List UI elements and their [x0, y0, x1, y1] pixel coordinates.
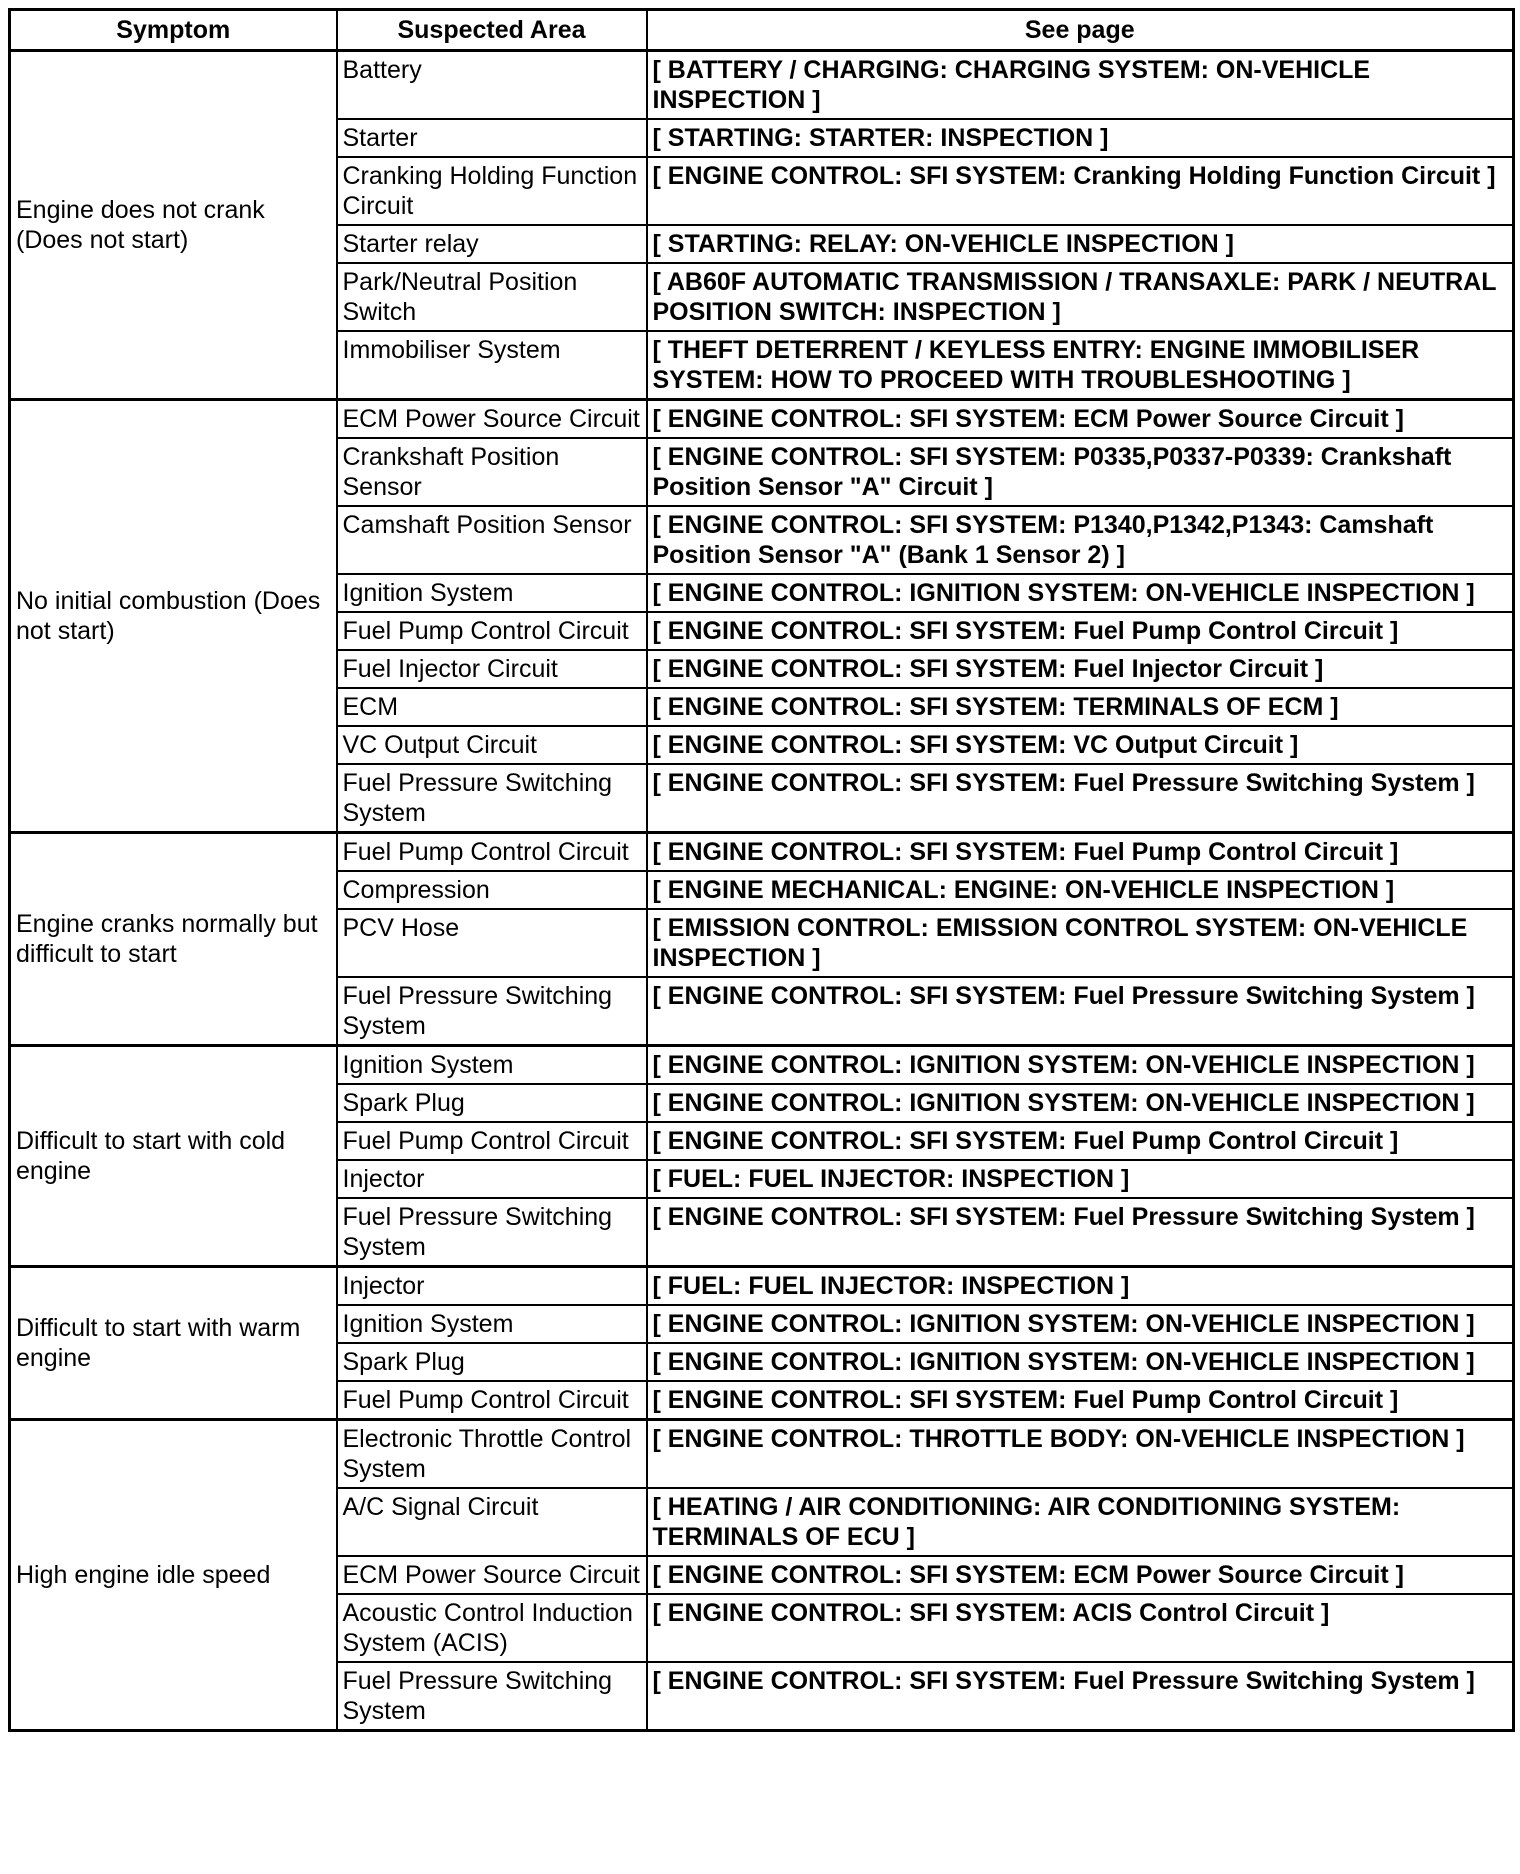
symptom-cell: No initial combustion (Does not start): [10, 400, 337, 833]
suspected-area-cell: Battery: [337, 51, 647, 120]
see-page-cell: [ ENGINE CONTROL: SFI SYSTEM: Fuel Pressure Switching System ]: [647, 764, 1514, 833]
see-page-cell: [ ENGINE CONTROL: SFI SYSTEM: Fuel Pump Control Circuit ]: [647, 833, 1514, 872]
suspected-area-cell: Fuel Pressure Switching System: [337, 764, 647, 833]
see-page-cell: [ ENGINE CONTROL: SFI SYSTEM: Fuel Pump Control Circuit ]: [647, 1122, 1514, 1160]
suspected-area-cell: VC Output Circuit: [337, 726, 647, 764]
see-page-cell: [ ENGINE CONTROL: IGNITION SYSTEM: ON-VEHICLE INSPECTION ]: [647, 1084, 1514, 1122]
table-row: [10, 1046, 1514, 1085]
see-page-cell: [ ENGINE CONTROL: SFI SYSTEM: Fuel Pressure Switching System ]: [647, 977, 1514, 1046]
see-page-cell: [ ENGINE CONTROL: SFI SYSTEM: Fuel Pump Control Circuit ]: [647, 1381, 1514, 1420]
troubleshooting-sheet: [8, 8, 1512, 1732]
see-page-cell: [ THEFT DETERRENT / KEYLESS ENTRY: ENGINE IMMOBILISER SYSTEM: HOW TO PROCEED WITH TROUBLESHOOTING ]: [647, 331, 1514, 400]
table-row: [10, 400, 1514, 439]
suspected-area-cell: Ignition System: [337, 1305, 647, 1343]
header-row: [10, 10, 1514, 51]
see-page-cell: [ ENGINE CONTROL: SFI SYSTEM: P1340,P1342,P1343: Camshaft Position Sensor "A" (Bank 1 Sensor 2) ]: [647, 506, 1514, 574]
suspected-area-cell: Fuel Pressure Switching System: [337, 1198, 647, 1267]
problem-symptoms-table: [8, 8, 1515, 1732]
see-page-cell: [ STARTING: RELAY: ON-VEHICLE INSPECTION ]: [647, 225, 1514, 263]
symptom-cell: Difficult to start with cold engine: [10, 1046, 337, 1267]
see-page-cell: [ ENGINE CONTROL: THROTTLE BODY: ON-VEHICLE INSPECTION ]: [647, 1420, 1514, 1489]
header-symptom: Symptom: [10, 10, 337, 51]
suspected-area-cell: Spark Plug: [337, 1343, 647, 1381]
suspected-area-cell: Starter relay: [337, 225, 647, 263]
suspected-area-cell: Fuel Pressure Switching System: [337, 977, 647, 1046]
see-page-cell: [ AB60F AUTOMATIC TRANSMISSION / TRANSAXLE: PARK / NEUTRAL POSITION SWITCH: INSPECTION ]: [647, 263, 1514, 331]
header-suspected-area: Suspected Area: [337, 10, 647, 51]
see-page-cell: [ ENGINE CONTROL: SFI SYSTEM: Fuel Pressure Switching System ]: [647, 1662, 1514, 1731]
see-page-cell: [ ENGINE CONTROL: IGNITION SYSTEM: ON-VEHICLE INSPECTION ]: [647, 1046, 1514, 1085]
suspected-area-cell: ECM Power Source Circuit: [337, 400, 647, 439]
suspected-area-cell: Ignition System: [337, 574, 647, 612]
see-page-cell: [ ENGINE MECHANICAL: ENGINE: ON-VEHICLE INSPECTION ]: [647, 871, 1514, 909]
suspected-area-cell: ECM Power Source Circuit: [337, 1556, 647, 1594]
table-row: [10, 1420, 1514, 1489]
suspected-area-cell: Injector: [337, 1160, 647, 1198]
suspected-area-cell: Cranking Holding Function Circuit: [337, 157, 647, 225]
see-page-cell: [ ENGINE CONTROL: SFI SYSTEM: TERMINALS OF ECM ]: [647, 688, 1514, 726]
symptom-cell: High engine idle speed: [10, 1420, 337, 1731]
see-page-cell: [ EMISSION CONTROL: EMISSION CONTROL SYSTEM: ON-VEHICLE INSPECTION ]: [647, 909, 1514, 977]
see-page-cell: [ ENGINE CONTROL: SFI SYSTEM: ECM Power Source Circuit ]: [647, 1556, 1514, 1594]
symptom-cell: Engine does not crank (Does not start): [10, 51, 337, 400]
see-page-cell: [ ENGINE CONTROL: SFI SYSTEM: Fuel Pump Control Circuit ]: [647, 612, 1514, 650]
see-page-cell: [ ENGINE CONTROL: SFI SYSTEM: Fuel Pressure Switching System ]: [647, 1198, 1514, 1267]
see-page-cell: [ STARTING: STARTER: INSPECTION ]: [647, 119, 1514, 157]
suspected-area-cell: PCV Hose: [337, 909, 647, 977]
see-page-cell: [ ENGINE CONTROL: SFI SYSTEM: VC Output Circuit ]: [647, 726, 1514, 764]
suspected-area-cell: Camshaft Position Sensor: [337, 506, 647, 574]
suspected-area-cell: Injector: [337, 1267, 647, 1306]
see-page-cell: [ ENGINE CONTROL: SFI SYSTEM: ACIS Control Circuit ]: [647, 1594, 1514, 1662]
suspected-area-cell: Immobiliser System: [337, 331, 647, 400]
suspected-area-cell: Compression: [337, 871, 647, 909]
see-page-cell: [ FUEL: FUEL INJECTOR: INSPECTION ]: [647, 1267, 1514, 1306]
symptom-cell: Engine cranks normally but difficult to start: [10, 833, 337, 1046]
table-row: [10, 51, 1514, 120]
see-page-cell: [ ENGINE CONTROL: SFI SYSTEM: P0335,P0337-P0339: Crankshaft Position Sensor "A" Circuit ]: [647, 438, 1514, 506]
table-row: [10, 1267, 1514, 1306]
see-page-cell: [ ENGINE CONTROL: IGNITION SYSTEM: ON-VEHICLE INSPECTION ]: [647, 1305, 1514, 1343]
suspected-area-cell: Fuel Injector Circuit: [337, 650, 647, 688]
see-page-cell: [ ENGINE CONTROL: IGNITION SYSTEM: ON-VEHICLE INSPECTION ]: [647, 574, 1514, 612]
suspected-area-cell: Park/Neutral Position Switch: [337, 263, 647, 331]
see-page-cell: [ ENGINE CONTROL: SFI SYSTEM: Fuel Injector Circuit ]: [647, 650, 1514, 688]
suspected-area-cell: Fuel Pump Control Circuit: [337, 833, 647, 872]
suspected-area-cell: Crankshaft Position Sensor: [337, 438, 647, 506]
see-page-cell: [ BATTERY / CHARGING: CHARGING SYSTEM: ON-VEHICLE INSPECTION ]: [647, 51, 1514, 120]
suspected-area-cell: Fuel Pump Control Circuit: [337, 612, 647, 650]
suspected-area-cell: ECM: [337, 688, 647, 726]
suspected-area-cell: Fuel Pressure Switching System: [337, 1662, 647, 1731]
suspected-area-cell: Electronic Throttle Control System: [337, 1420, 647, 1489]
suspected-area-cell: Starter: [337, 119, 647, 157]
suspected-area-cell: Ignition System: [337, 1046, 647, 1085]
table-row: [10, 833, 1514, 872]
suspected-area-cell: Acoustic Control Induction System (ACIS): [337, 1594, 647, 1662]
symptom-cell: Difficult to start with warm engine: [10, 1267, 337, 1420]
see-page-cell: [ ENGINE CONTROL: SFI SYSTEM: ECM Power Source Circuit ]: [647, 400, 1514, 439]
suspected-area-cell: Spark Plug: [337, 1084, 647, 1122]
see-page-cell: [ ENGINE CONTROL: IGNITION SYSTEM: ON-VEHICLE INSPECTION ]: [647, 1343, 1514, 1381]
suspected-area-cell: A/C Signal Circuit: [337, 1488, 647, 1556]
suspected-area-cell: Fuel Pump Control Circuit: [337, 1122, 647, 1160]
header-see-page: See page: [647, 10, 1514, 51]
see-page-cell: [ ENGINE CONTROL: SFI SYSTEM: Cranking Holding Function Circuit ]: [647, 157, 1514, 225]
suspected-area-cell: Fuel Pump Control Circuit: [337, 1381, 647, 1420]
table-body: [10, 51, 1514, 1731]
see-page-cell: [ FUEL: FUEL INJECTOR: INSPECTION ]: [647, 1160, 1514, 1198]
see-page-cell: [ HEATING / AIR CONDITIONING: AIR CONDITIONING SYSTEM: TERMINALS OF ECU ]: [647, 1488, 1514, 1556]
